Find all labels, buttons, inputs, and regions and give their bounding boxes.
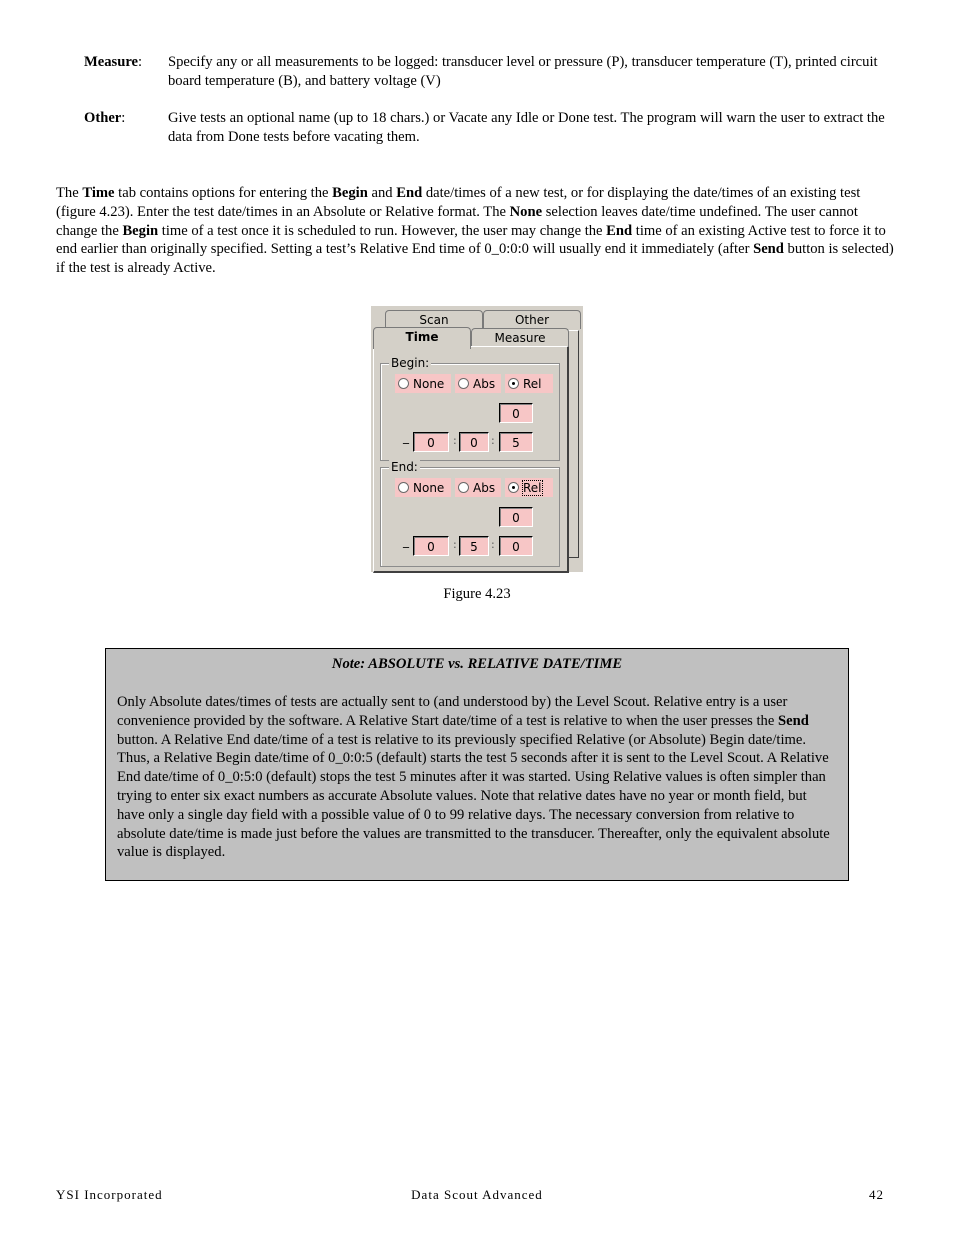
footer-company: YSI Incorporated	[56, 1187, 163, 1202]
definition-desc: Give tests an optional name (up to 18 chars.) or Vacate any Idle or Done test. The program will warn the user to extract the data from Done tests before vacating them.	[168, 110, 885, 145]
day-separator: _	[403, 430, 409, 444]
begin-seconds-field[interactable]: 5	[499, 432, 533, 452]
time-tab-dialog	[371, 306, 583, 572]
begin-group: Begin: None Abs Rel 0 _ 0 : 0 : 5	[380, 363, 560, 461]
end-abs-radio[interactable]: Abs	[455, 478, 501, 497]
end-day-field[interactable]: 0	[499, 507, 533, 527]
page-number: 42	[869, 1187, 884, 1202]
begin-none-radio[interactable]: None	[395, 374, 451, 393]
time-tab-paragraph: The Time tab contains options for entering the Begin and End date/times of a new test, or for displaying the date/times of an existing test (figure 4.23). Enter the test date/times in an Absolute or Relative format. The None selection leaves date/time undefined. The user cannot change the Begin time of a test once it is scheduled to run. However, the user may change the End time of an existing Active test to force it to end earlier than originally specified. Setting a test’s Relative End time of 0_0:0:0 will usually end it immediately (after Send button is selected) if the test is already Active.	[56, 185, 894, 277]
note-title: Note: ABSOLUTE vs. RELATIVE DATE/TIME	[331, 656, 623, 672]
radio-icon	[398, 378, 409, 389]
begin-label: Begin:	[391, 356, 430, 370]
end-group: End: None Abs Rel 0 _ 0 : 5 : 0	[380, 467, 560, 567]
tab-other[interactable]: Other	[483, 310, 581, 329]
end-seconds-field[interactable]: 0	[499, 536, 533, 556]
definition-other: Other: Give tests an optional name (up to 18 chars.) or Vacate any Idle or Done test. The program will warn the user to extract the data from Done tests before vacating them.	[84, 109, 894, 146]
radio-icon	[398, 482, 409, 493]
tab-scan[interactable]: Scan	[385, 310, 483, 329]
tab-measure[interactable]: Measure	[471, 328, 569, 347]
figure-caption: Figure 4.23	[443, 586, 511, 602]
day-separator: _	[403, 534, 409, 548]
end-minutes-field[interactable]: 5	[459, 536, 489, 556]
note-box	[105, 648, 849, 881]
begin-hours-field[interactable]: 0	[413, 432, 449, 452]
begin-day-field[interactable]: 0	[499, 403, 533, 423]
radio-selected-icon	[508, 482, 519, 493]
end-none-radio[interactable]: None	[395, 478, 451, 497]
definition-measure: Measure: Specify any or all measurements to be logged: transducer level or pressure (P), transducer temperature (T), printed circuit board temperature (B), and battery voltage (V)	[84, 53, 894, 90]
note-body: Only Absolute dates/times of tests are actually sent to (and understood by) the Level Scout. Relative entry is a user convenience provided by the software. A Relative Start date/time of a test is relative to when the user presses the Send button. A Relative End date/time of a test is relative to its previously specified Relative (or Absolute) Begin date/time. Thus, a Relative Begin date/time of 0_0:0:5 (default) starts the test 5 seconds after it is sent to the Level Scout. A Relative End date/time of 0_0:5:0 (default) stops the test 5 minutes after it was started. Using Relative values is often simpler than trying to enter six exact numbers as accurate Absolute values. Note that relative dates have no year or month field, but have only a single day field with a possible value of 0 to 99 relative days. The necessary conversion from relative to absolute date/time is made just before the values are transmitted to the transducer. Thereafter, only the equivalent absolute value is displayed.	[117, 694, 830, 861]
begin-minutes-field[interactable]: 0	[459, 432, 489, 452]
begin-abs-radio[interactable]: Abs	[455, 374, 501, 393]
definition-desc: Specify any or all measurements to be logged: transducer level or pressure (P), transducer temperature (T), printed circuit board temperature (B), and battery voltage (V)	[168, 54, 878, 89]
end-rel-radio[interactable]: Rel	[505, 478, 553, 497]
radio-selected-icon	[508, 378, 519, 389]
radio-icon	[458, 482, 469, 493]
definition-term: Measure	[84, 54, 139, 70]
begin-rel-radio[interactable]: Rel	[505, 374, 553, 393]
footer-title: Data Scout Advanced	[411, 1187, 543, 1202]
end-hours-field[interactable]: 0	[413, 536, 449, 556]
definition-term: Other	[84, 110, 122, 126]
tab-time[interactable]: Time	[373, 327, 471, 349]
end-label: End:	[391, 460, 418, 474]
radio-icon	[458, 378, 469, 389]
